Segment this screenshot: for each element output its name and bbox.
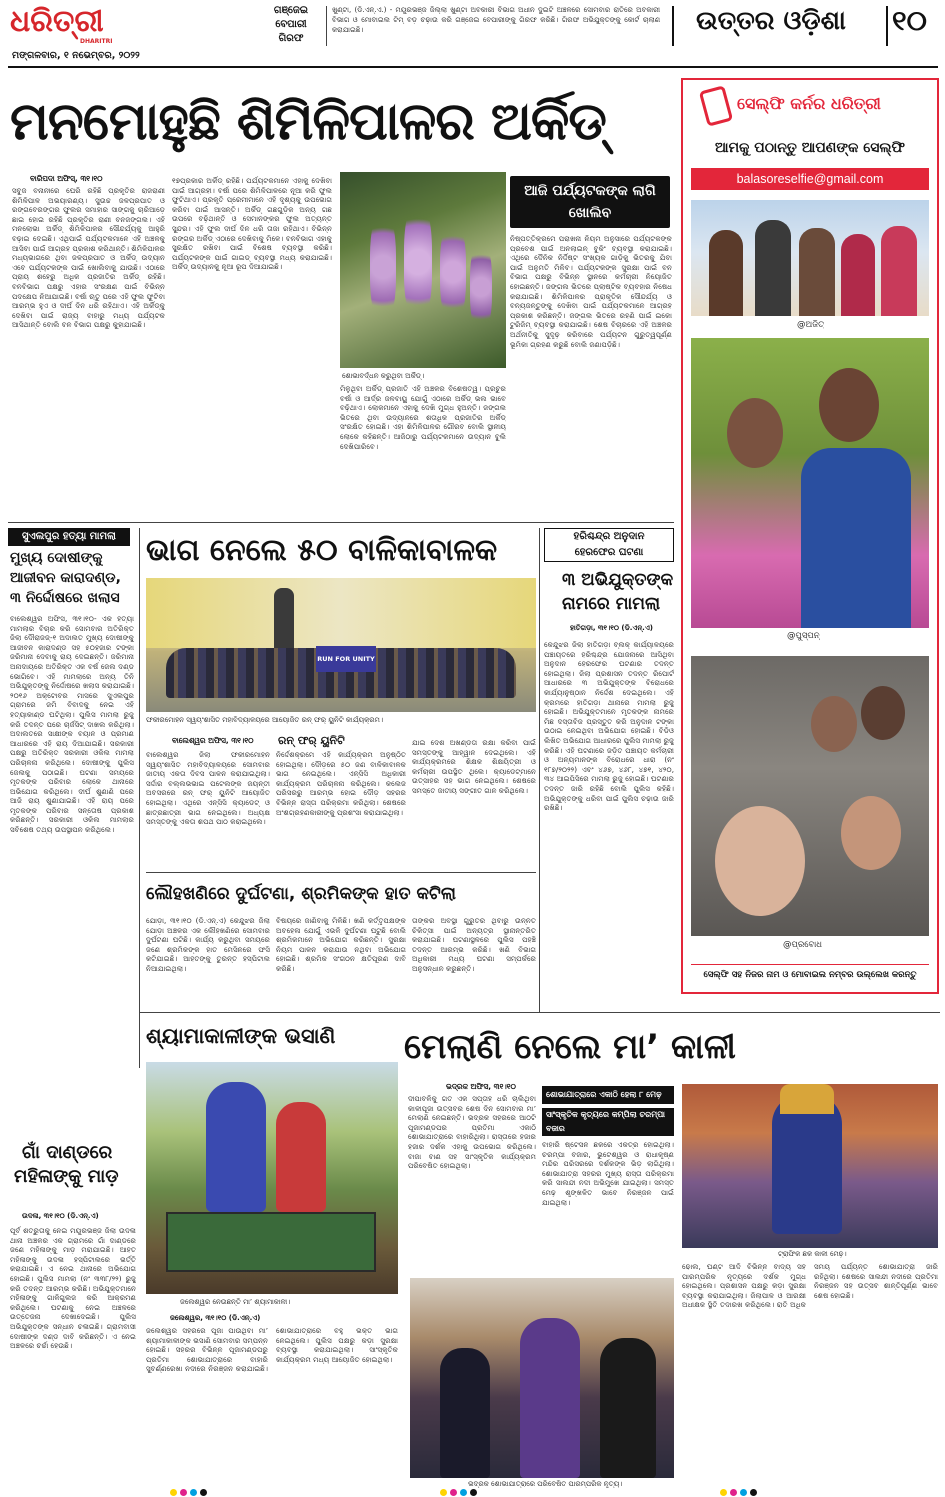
teaser-headline-line3: ଗିରଫ <box>278 33 304 44</box>
building <box>146 578 536 648</box>
orchid-photo <box>340 172 506 368</box>
mine-column-3: ତାଙ୍କର ଅବସ୍ଥା ଗୁରୁତର ଥିବାରୁ ଉନ୍ନତ ଚିକିତ୍ସା ପାଇଁ ଅନ୍ୟତ୍ର ସ୍ଥାନାନ୍ତରିତ କରାଯାଇଛି। ଘଟଣାସ୍ଥଳରେ ପୁଲିସ ପହଞ୍ଚି ତଦନ୍ତ ଆରମ୍ଭ କରିଛି। ଖଣି ବିଭାଗ ଅଧିକାରୀ ମଧ୍ୟ ଘଟଣା ସମ୍ପର୍କରେ ଅନୁସନ୍ଧାନ କରୁଛନ୍ତି। <box>412 916 536 973</box>
cmyk-dot <box>190 1489 197 1496</box>
section-name: ଉତ୍ତର ଓଡ଼ିଶା <box>696 6 846 36</box>
run-dateline: ବାଲେଶ୍ୱର ଅଫିସ, ୩୧।୧୦ <box>172 736 254 745</box>
lead-bottom-rule <box>8 522 674 523</box>
cmyk-dot <box>440 1489 447 1496</box>
kali-photo-2-caption: ଭଦ୍ରକ ଶୋଭାଯାତ୍ରାରେ ପରିବେଷିତ ପାରମ୍ପରିକ ନୃତ୍ୟ। <box>468 1480 623 1488</box>
grant-tag-line2: ହେରଫେର ଘଟଣା <box>574 547 644 558</box>
run-column-3: ଯାଇ ଦେଶ ଅଖଣ୍ଡତା ରକ୍ଷା କରିବା ପାଇଁ ସମସ୍ତଙ୍କୁ ଆହ୍ୱାନ ଦେଇଥିଲେ। ଏହି କାର୍ଯ୍ୟକ୍ରମରେ ଶିକ୍ଷକ ଶିକ୍ଷୟିତ୍ରୀ ଓ କର୍ମଚାରୀ ଉପସ୍ଥିତ ଥିଲେ। କ୍ୟାଡେଟ୍‌ମାନେ ଉତ୍ସାହର ସହ ଭାଗ ନେଇଥିଲେ। ଶେଷରେ ସମସ୍ତେ ଜାତୀୟ ସଙ୍ଗୀତ ଗାନ କରିଥିଲେ। <box>412 738 536 795</box>
selfie-name-2: @ପୁସ୍ପନ୍‌ <box>787 631 820 641</box>
selfie-corner <box>681 78 939 994</box>
masthead <box>0 0 945 70</box>
kali-column-1: ଦୀପାବଳିକୁ ଗତ ଏକ ସପ୍ତାହ ଧରି ଚାଲିଥିବା କାଳୀପୂଜା ଉତ୍ସବର ଶେଷ ଦିନ ସୋମବାର ମା’ ମେଲାଣି ନେଇଛନ୍ତି। ଭଦ୍ରକ ସହରରେ ଆଠଟି ପୂଜାମଣ୍ଡପର ପ୍ରତିମା ଏକାଠି ଶୋଭାଯାତ୍ରାରେ ବାହାରିଥିଲା। ରାସ୍ତାରେ ହଜାର ହଜାର ଦର୍ଶକ ଏହାକୁ ଉପଭୋଗ କରିଥିଲେ। ବାଜା ବାଣ ସହ ସାଂସ୍କୃତିକ କାର୍ଯ୍ୟକ୍ରମ ପରିବେଷିତ ହୋଇଥିଲା। <box>408 1094 536 1171</box>
orchid-bloom <box>404 202 432 322</box>
cmyk-dot <box>470 1489 477 1496</box>
left-column-rule <box>139 528 140 1068</box>
run-headline: ଭାଗ ନେଲେ ୫୦ ବାଳିକାବାଳକ <box>146 533 498 568</box>
person <box>799 228 835 316</box>
mine-headline: ଲୌହଖଣିରେ ଦୁର୍ଘଟଣା, ଶ୍ରମିକଙ୍କ ହାତ କଟିଲା <box>146 884 456 904</box>
cmyk-dot <box>200 1489 207 1496</box>
person-shirt <box>801 448 911 628</box>
run-photo <box>146 578 536 712</box>
grant-tag-box <box>544 528 674 562</box>
person-face <box>811 696 857 752</box>
kali-tag-2: ସାଂସ୍କୃତିକ କୃତ୍ୟରେ କମ୍ପିଲା ଚରମ୍ପା ବଜାର <box>542 1108 674 1136</box>
lead-kicker-text: ଆଜି ପର୍ଯ୍ୟଟକଙ୍କ ଲାଗି ଖୋଲିବ <box>524 183 656 221</box>
cmyk-dot <box>720 1489 727 1496</box>
lead-column-1: ସବୁଜ ବନାନୀରେ ଘେରି ରହିଛି ପ୍ରକୃତିର ରାଜରାଣୀ ଶିମିଳିପାଳ ଅଭୟାରଣ୍ୟ। ସୁଉଚ୍ଚ ଜଳପ୍ରପାତ ଓ ରଙ୍ଗବେରଙ୍ଗର ଫୁଲର ସମାହାର ସାଙ୍ଗକୁ ଚାରିଆଡ଼େ ଛାଇ ହୋଇ ରହିଛି ପ୍ରକୃତିର ରାଣୀ ବନଜଙ୍ଗଲ। ଏହି ମନଲୋଭା ଅର୍କିଡ୍‌ ଶିମିଳିପାଳର ସୌନ୍ଦର୍ଯ୍ୟକୁ ଆହୁରି ବଢ଼ାଇ ଦେଇଛି। ଏଥିପାଇଁ ପର୍ଯ୍ୟଟକମାନେ ଏହି ଅଞ୍ଚଳକୁ ଆସିବା ପାଇଁ ଆଗ୍ରହ ପ୍ରକାଶ କରିଥାନ୍ତି। ଶିମିଳିପାଳର ମଧ୍ୟଭାଗରେ ଥିବା ଜଳପ୍ରପାତ ଓ ଅର୍କିଡ୍‌ ଉଦ୍ୟାନ ଏବେ ପର୍ଯ୍ୟଟକଙ୍କ ପାଇଁ ଖୋଲିବାକୁ ଯାଉଛି। ଏଠାରେ ପ୍ରାୟ ଶହେରୁ ଅଧିକ ପ୍ରଜାତିର ଅର୍କିଡ୍‌ ରହିଛି। ବନବିଭାଗ ପକ୍ଷରୁ ଏହାର ସଂରକ୍ଷଣ ପାଇଁ ବିଭିନ୍ନ ପଦକ୍ଷେପ ନିଆଯାଇଛି। ବର୍ଷା ଋତୁ ପରେ ଏହି ଫୁଲ ଫୁଟିବା ଆରମ୍ଭ ହୁଏ ଓ ଦୀର୍ଘ ଦିନ ଧରି ରହିଥାଏ। ଏହି ଅର୍କିଡ୍‌କୁ ଦେଖିବା ପାଇଁ ରାଜ୍ୟ ବାହାରୁ ମଧ୍ୟ ପର୍ଯ୍ୟଟକ ଆସିଥାନ୍ତି ବୋଲି ବନ ବିଭାଗ ପକ୍ଷରୁ କୁହାଯାଇଛି। <box>12 186 165 330</box>
selfie-photo-2 <box>691 338 929 628</box>
person-face <box>861 686 905 740</box>
selfie-footer: ସେଲ୍ଫି ସହ ନିଜର ନାମ ଓ ମୋବାଇଲ ନମ୍ବର ଉଲ୍ଲେଖ କରନ୍ତୁ <box>691 964 929 984</box>
teaser-divider <box>326 6 327 46</box>
run-photo-caption: ଫକୀରମୋହନ ସ୍ୱୟଂଶାସିତ ମହାବିଦ୍ୟାଳୟରେ ଆୟୋଜିତ ରନ୍ ଫର୍ ୟୁନିଟି କାର୍ଯ୍ୟକ୍ରମ। <box>146 716 383 724</box>
kali-tag-1: ଶୋଭାଯାତ୍ରାରେ ଏକାଠି ହେଲା ୮ ମେଢ଼ <box>542 1086 674 1104</box>
shyama-headline: ଶ୍ୟାମାକାଳୀଙ୍କ ଭସାଣି <box>146 1024 336 1048</box>
assault-dateline: ଉଦଳା, ୩୧।୧୦ (ଡି.ଏନ୍‌.ଏ) <box>22 1212 99 1220</box>
logo-subtext: DHARITRI <box>80 38 113 45</box>
teaser-headline-line2: ବେପାରୀ <box>275 19 307 30</box>
mine-column-1: ଯୋଡ଼ା, ୩୧।୧୦ (ଡି.ଏନ୍‌.ଏ) କେନ୍ଦୁଝର ଜିଲା ଯୋଡ଼ା ଅଞ୍ଚଳର ଏକ ଲୌହଖଣିରେ ସୋମବାର ଦୁର୍ଘଟଣା ଘଟିଛି। କାର୍ଯ୍ୟ କରୁଥିବା ସମୟରେ ଜଣେ ଶ୍ରମିକଙ୍କ ହାତ ମେସିନରେ ଫସି କଟିଯାଇଛି। ଆହତଙ୍କୁ ତୁରନ୍ତ ହସ୍ପିଟାଲ ନିଆଯାଇଥିଲା। <box>146 916 270 973</box>
shyama-dateline: ଜଲେଶ୍ୱର, ୩୧।୧୦ (ଡି.ଏନ୍‌.ଏ) <box>170 1314 261 1322</box>
orchid-photo-caption: ଶୋଭାବର୍ଦ୍ଧନ କରୁଥିବା ଅର୍କିଡ୍‌। <box>342 372 425 380</box>
assault-body: ପୂର୍ବ ଶତ୍ରୁତାକୁ ନେଇ ମୟୂରଭଞ୍ଜ ଜିଲା ଉଦଳା ଥାନା ଅଞ୍ଚଳର ଏକ ଗ୍ରାମରେ ଗାଁ ଦାଣ୍ଡରେ ଜଣେ ମହିଳାଙ୍କୁ ମାଡ଼ ମରାଯାଇଛି। ଆହତ ମହିଳାଙ୍କୁ ଉଦଳା ହସ୍ପିଟାଲରେ ଭର୍ତ୍ତି କରାଯାଇଛି। ଏ ନେଇ ଥାନାରେ ଅଭିଯୋଗ ହୋଇଛି। ପୁଲିସ ମାମଲା (ନଂ ୩୩୮/୨୨) ରୁଜୁ କରି ତଦନ୍ତ ଆରମ୍ଭ କରିଛି। ଅଭିଯୁକ୍ତମାନେ ମହିଳାଙ୍କୁ ଗାଳିଗୁଲଜ କରି ଆକ୍ରମଣ କରିଥିଲେ। ଘଟଣାକୁ ନେଇ ଅଞ୍ଚଳରେ ଉତ୍ତେଜନା ଦେଖାଦେଇଛି। ପୁଲିସ ଅଭିଯୁକ୍ତଙ୍କ ସନ୍ଧାନ ଚଳାଇଛି। ଗ୍ରାମବାସୀ ଦୋଷୀଙ୍କ ଦଣ୍ଡ ଦାବି କରିଛନ୍ତି। ଏ ନେଇ ଅଞ୍ଚଳରେ ଚର୍ଚ୍ଚା ହେଉଛି। <box>10 1226 136 1351</box>
lead-kicker <box>510 176 670 228</box>
issue-date: ମଙ୍ଗଳବାର, ୧ ନଭେମ୍ବର, ୨୦୨୨ <box>12 50 140 61</box>
kali-headline: ମେଲାଣି ନେଲେ ମା’ କାଳୀ <box>404 1027 736 1067</box>
selfie-name-3: @ପ୍ରବୋଧ <box>783 940 823 950</box>
kali-photo-2 <box>410 1278 674 1478</box>
run-column-2: ନିର୍ଦ୍ଦେଶକ୍ରମେ ଏହି କାର୍ଯ୍ୟକ୍ରମ ଅନୁଷ୍ଠିତ ହୋଇଥିଲା। ଦୌଡ଼ରେ ୫୦ ଜଣ ବାଳିକାବାଳକ ଭାଗ ନେଇଥିଲେ। ଏନ୍‌ସିସି ଅଧିକାରୀ କାର୍ଯ୍ୟକ୍ରମ ପରିଚାଳନା କରିଥିଲେ। କଲେଜ ପରିସରରୁ ଆରମ୍ଭ ହୋଇ ଦୌଡ଼ ସହରର ବିଭିନ୍ନ ରାସ୍ତା ପରିକ୍ରମା କରିଥିଲା। ଶେଷରେ ଅଂଶଗ୍ରହଣକାରୀଙ୍କୁ ପ୍ରଶଂସା କରାଯାଇଥିଲା। <box>276 750 406 817</box>
logo <box>10 4 170 44</box>
teaser-headline-box <box>262 4 320 48</box>
selfie-name-1: @ଅଜିତ୍‌ <box>797 320 825 330</box>
kali-column-3: ଢୋଲ, ଘଣ୍ଟ ଆଦି ବିଭିନ୍ନ ବାଦ୍ୟ ସହ ପାରମ୍ପରିକ ନୃତ୍ୟରେ ଦର୍ଶକ ମୁଗ୍ଧ ହୋଇଥିଲେ। ପ୍ରଶାସନ ପକ୍ଷରୁ କଡ଼ା ସୁରକ୍ଷା ବ୍ୟବସ୍ଥା କରାଯାଇଥିଲା। ଜିଲାପାଳ ଓ ଆରକ୍ଷୀ ଅଧୀକ୍ଷକ ସ୍ଥିତି ତଦାରଖ କରିଥିଲେ। ରାତି ଅଧିକ ସମୟ ପର୍ଯ୍ୟନ୍ତ ଶୋଭାଯାତ୍ରା ଜାରି ରହିଥିଲା। ଶେଷରେ ସାଲନ୍ଦୀ ନଦୀରେ ପ୍ରତିମା ନିରଞ୍ଜନ ସହ ଉତ୍ସବ ଶାନ୍ତିପୂର୍ଣ୍ଣ ଭାବେ ଶେଷ ହୋଇଛି। <box>682 1262 938 1310</box>
idol <box>206 1082 266 1212</box>
murder-tag: ସୁଏଲପୁର ହତ୍ୟା ମାମଲା <box>8 528 130 546</box>
cmyk-dot <box>730 1489 737 1496</box>
kali-photo-1 <box>682 1084 938 1248</box>
person-face <box>715 806 805 916</box>
person-face <box>727 398 783 468</box>
run-column-1: ବାଲେଶ୍ୱର ଜିଲା ଫକୀରମୋହନ ସ୍ୱୟଂଶାସିତ ମହାବିଦ୍ୟାଳୟରେ ସୋମବାର ଜାତୀୟ ଏକତା ଦିବସ ପାଳନ କରାଯାଇଥିଲା। ସର୍ଦ୍ଦାର ବଲ୍ଲଭଭାଇ ପଟେଲଙ୍କ ଜୟନ୍ତୀ ଅବସରରେ ରନ୍ ଫର୍ ୟୁନିଟି ଆୟୋଜିତ ହୋଇଥିଲା। ଏଥିରେ ଏନ୍‌ସିସି କ୍ୟାଡେଟ୍‌ ଓ ଛାତ୍ରଛାତ୍ରୀ ଭାଗ ନେଇଥିଲେ। ଅଧ୍ୟକ୍ଷ ସମସ୍ତଙ୍କୁ ଏକତା ଶପଥ ପାଠ କରାଇଥିଲେ। <box>146 750 270 827</box>
person <box>709 230 743 316</box>
person-face <box>819 368 879 442</box>
murder-headline-line2: ଆଜୀବନ କାରାଦଣ୍ଡ, <box>10 570 121 586</box>
dancer <box>440 1348 490 1478</box>
cmyk-dot <box>750 1489 757 1496</box>
lower-section-rule <box>140 1012 940 1013</box>
mine-column-2: ବିଷୟରେ ଜାଣିବାକୁ ମିଳିଛି। ଖଣି କର୍ତ୍ତୃପକ୍ଷଙ୍କ ଅବହେଳା ଯୋଗୁଁ ଏଭଳି ଦୁର୍ଘଟଣା ଘଟୁଛି ବୋଲି ଶ୍ରମିକମାନେ ଅଭିଯୋଗ କରିଛନ୍ତି। ସୁରକ୍ଷା ନିୟମ ପାଳନ କରାଯାଉ ନଥିବା ଅଭିଯୋଗ ହୋଇଛି। ଶ୍ରମିକ ସଂଗଠନ କ୍ଷତିପୂରଣ ଦାବି କରିଛି। <box>276 916 406 973</box>
kali-column-2: ବାହାରି ଷ୍ଟେସନ ଛକରେ ଏକତ୍ର ହୋଇଥିଲା। ଚରମ୍ପା ବଜାର, ଭୁଟେଶ୍ୱର ଓ ରାଧାକୃଷ୍ଣ ମନ୍ଦିର ପରିସରରେ ଦର୍ଶକଙ୍କ ଭିଡ଼ ଲାଗିଥିଲା। ଶୋଭାଯାତ୍ରା ସହରର ମୁଖ୍ୟ ରାସ୍ତା ପରିକ୍ରମା କରି ସାଲନ୍ଦୀ ନଦୀ ଅଭିମୁଖେ ଯାଇଥିଲା। ସମସ୍ତ ମେଢ଼ ଶୃଙ୍ଖଳିତ ଭାବେ ନିରଞ୍ଜନ ପାଇଁ ଯାଇଥିଲା। <box>542 1140 674 1207</box>
grant-dateline: ହାତିଗଡ଼ା, ୩୧।୧୦ (ଡି.ଏନ୍‌.ଏ) <box>570 624 653 632</box>
selfie-brand: ସେଲ୍ଫି କର୍ନର ଧରିତ୍ରୀ <box>737 94 881 113</box>
kali-idol <box>772 1094 842 1234</box>
shyama-photo <box>146 1062 398 1294</box>
dancer <box>600 1338 656 1478</box>
cmyk-dot <box>460 1489 467 1496</box>
orchid-bloom <box>370 212 396 322</box>
mine-top-rule <box>146 872 536 873</box>
cmyk-dot <box>740 1489 747 1496</box>
person <box>881 226 917 316</box>
person <box>755 220 791 316</box>
murder-headline-line1: ମୁଖ୍ୟ ଦୋଷୀଙ୍କୁ <box>10 550 103 566</box>
lead-column-2: ୧୭ପ୍ରକାର ଅର୍କିଡ୍‌ ରହିଛି। ପର୍ଯ୍ୟଟକମାନେ ଏହାକୁ ଦେଖିବା ପାଇଁ ଆଗ୍ରହୀ। ବର୍ଷା ପରେ ଶିମିଳିପାଳରେ ନୂଆ କରି ଫୁଲ ଫୁଟିଥାଏ। ପ୍ରକୃତି ପ୍ରେମୀମାନେ ଏହି ଦୃଶ୍ୟକୁ ଉପଭୋଗ କରିବା ପାଇଁ ଆସନ୍ତି। ଅର୍କିଡ୍‌ ଗଛଗୁଡ଼ିକ ଅନ୍ୟ ଗଛ ଉପରେ ବଢ଼ିଥାନ୍ତି ଓ ସେମାନଙ୍କର ଫୁଲ ଅତ୍ୟନ୍ତ ସୁନ୍ଦର। ଏହି ଫୁଲ ଦୀର୍ଘ ଦିନ ଧରି ତାଜା ରହିଥାଏ। ବିଭିନ୍ନ ରଙ୍ଗର ଅର୍କିଡ୍‌ ଏଠାରେ ଦେଖିବାକୁ ମିଳେ। ବନବିଭାଗ ଏହାକୁ ସୁରକ୍ଷିତ ରଖିବା ପାଇଁ ବିଶେଷ ବ୍ୟବସ୍ଥା କରିଛି। ପର୍ଯ୍ୟଟକଙ୍କ ପାଇଁ ଗାଇଡ୍‌ ବ୍ୟବସ୍ଥା ମଧ୍ୟ କରାଯାଇଛି। ଅର୍କିଡ୍‌ ଉଦ୍ୟାନକୁ ନୂଆ ରୂପ ଦିଆଯାଇଛି। <box>172 176 332 272</box>
lead-column-3: ମିଳୁଥିବା ଅର୍କିଡ୍‌ ପ୍ରଜାତି ଏହି ଅଞ୍ଚଳର ବିଶେଷତ୍ୱ। ପ୍ରଚୁର ବର୍ଷା ଓ ଆର୍ଦ୍ର ଜଳବାୟୁ ଯୋଗୁଁ ଏଠାରେ ଅର୍କିଡ୍‌ ଭଲ ଭାବେ ବଢ଼ିଥାଏ। ଲୋକମାନେ ଏହାକୁ ଦେଖି ମୁଗ୍ଧ ହୁଅନ୍ତି। ଜଙ୍ଗଲ ଭିତରେ ଥିବା ଉଦ୍ୟାନରେ ଶତାଧିକ ପ୍ରଜାତିର ଅର୍କିଡ୍‌ ସଂରକ୍ଷିତ ହୋଇଛି। ଏହା ଶିମିଳିପାଳର ଗୌରବ ବୋଲି ସ୍ଥାନୀୟ ଲୋକେ କହିଛନ୍ତି। ଆଜିଠାରୁ ପର୍ଯ୍ୟଟକମାନେ ଉଦ୍ୟାନ ବୁଲି ଦେଖିପାରିବେ। <box>340 384 506 451</box>
selfie-photo-1 <box>691 200 929 316</box>
kali-photo-caption: ଟ୍ରାଫିକ ଛକ କାଳୀ ମେଢ଼। <box>778 1250 847 1258</box>
cmyk-dot <box>450 1489 457 1496</box>
grant-column-rule <box>539 528 540 1012</box>
grant-headline-line1: ୩ ଅଭିଯୁକ୍ତଙ୍କ <box>562 570 674 590</box>
lead-dateline: ବାରିପଦା ଅଫିସ୍‌, ୩୧।୧୦ <box>30 174 103 183</box>
run-banner: RUN FOR UNITY <box>316 646 376 672</box>
selfie-tagline: ଆମକୁ ପଠାନ୍ତୁ ଆପଣଙ୍କ ସେଲ୍ଫି <box>715 140 905 156</box>
page-number-divider <box>886 6 888 46</box>
lead-column-4: ନିଷ୍ପତ୍ତିକ୍ରମେ ପରାଖନା ନିୟମ ଅନୁସାରେ ପର୍ଯ୍ୟଟକଙ୍କ ପ୍ରବେଶ ପାଇଁ ଅନଲାଇନ୍‌ ବୁକିଂ ବ୍ୟବସ୍ଥା କରାଯାଇଛି। ଏଥିରେ ଦୈନିକ ନିର୍ଦ୍ଦିଷ୍ଟ ସଂଖ୍ୟକ ଗାଡ଼ିକୁ ଭିତରକୁ ଯିବା ପାଇଁ ଅନୁମତି ମିଳିବ। ପର୍ଯ୍ୟଟକଙ୍କ ସୁରକ୍ଷା ପାଇଁ ବନ ବିଭାଗ ପକ୍ଷରୁ ବିଭିନ୍ନ ସ୍ଥାନରେ କର୍ମଚାରୀ ନିୟୋଜିତ ହୋଇଛନ୍ତି। ଜଙ୍ଗଲ ଭିତରେ ପ୍ଲାଷ୍ଟିକ ବ୍ୟବହାର ନିଷେଧ କରାଯାଇଛି। ଶିମିଳିପାଳର ପ୍ରାକୃତିକ ସୌନ୍ଦର୍ଯ୍ୟ ଓ ବନ୍ୟଜନ୍ତୁଙ୍କୁ ଦେଖିବା ପାଇଁ ପର୍ଯ୍ୟଟକମାନେ ଆଗ୍ରହ ପ୍ରକାଶ କରିଛନ୍ତି। ଜଙ୍ଗଲ ଭିତରେ ରହଣି ପାଇଁ ଇକୋ ଟୁରିଜିମ୍‌ ବ୍ୟବସ୍ଥା କରାଯାଇଛି। ଶେଷ ବିଚାରରେ ଏହି ଅଞ୍ଚଳର ଅର୍ଥନୀତିକୁ ସୁଦୃଢ଼ କରିବାରେ ପର୍ଯ୍ୟଟନ ଗୁରୁତ୍ୱପୂର୍ଣ୍ଣ ଭୂମିକା ଗ୍ରହଣ କରୁଛି ବୋଲି ଜଣାପଡ଼ିଛି। <box>510 234 672 349</box>
grant-tag-line1: ହରିଶ୍ଚନ୍ଦ୍ର ଅନୁଦାନ <box>573 531 645 542</box>
run-kicker: ରନ୍ ଫର୍ ୟୁନିଟି <box>278 734 345 747</box>
cmyk-dot <box>170 1489 177 1496</box>
person <box>841 234 875 316</box>
orchid-bloom <box>470 242 492 332</box>
teaser-body: ଖୁଣ୍ଟା, (ଡି.ଏନ୍.ଏ.) - ମୟୂରଭଞ୍ଜ ଜିଲ୍ଲା ଖୁଣ୍ଟା ଅବକାରୀ ବିଭାଗ ଅଧୀନ ଦୁଇଟି ଅଞ୍ଚଳରେ ସୋମବାର ରାତିରେ ଅବକାରୀ ବିଭାଗ ଓ ମୋବାଇଲ ଟିମ୍ ବଡ଼ ଚଢ଼ାଉ କରି ଗଞ୍ଜେଇ ବେପାରୀଙ୍କୁ ଗିରଫ କରିଛି। ଗିରଫ ଅଭିଯୁକ୍ତଙ୍କୁ କୋର୍ଟ ଚାଲାଣ କରାଯାଇଛି। <box>332 6 660 34</box>
assault-headline-line2: ମହିଳାଙ୍କୁ ମାଡ଼ <box>14 1166 119 1187</box>
grant-body: କେନ୍ଦୁଝର ଜିଲା ହାତିଗଡ଼ା ବ୍ଲକ୍‌ କାର୍ଯ୍ୟାଳୟରେ ପଞ୍ଚାୟତରେ ହରିଶ୍ଚନ୍ଦ୍ର ଯୋଜନାରେ ଆସିଥିବା ଅନୁଦାନ ହେରଫେର ଘଟଣାର ତଦନ୍ତ ହୋଇଥିଲା। ଜିଲା ପ୍ରଶାସନ ତଦନ୍ତ ରିପୋର୍ଟ ଆଧାରରେ ୩ ଅଭିଯୁକ୍ତଙ୍କ ବିରୋଧରେ କାର୍ଯ୍ୟାନୁଷ୍ଠାନ ନିର୍ଦ୍ଦେଶ ଦେଇଥିଲେ। ଏହି କ୍ରମରେ ହାତିଗଡ଼ା ଥାନାରେ ମାମଲା ରୁଜୁ ହୋଇଛି। ଅଭିଯୁକ୍ତମାନେ ମୃତକଙ୍କ ନାମରେ ମିଛ ଦସ୍ତାବିଜ ପ୍ରସ୍ତୁତ କରି ଅନୁଦାନ ଟଙ୍କା ଉଠାଇ ନେଇଥିବା ଅଭିଯୋଗ ହୋଇଛି। ବିଡିଓ ଲିଖିତ ଅଭିଯୋଗ ଆଧାରରେ ପୁଲିସ ମାମଲା ରୁଜୁ କରିଛି। ଏହି ଘଟଣାରେ ଜଡ଼ିତ ପଞ୍ଚାୟତ କର୍ମଚାରୀ ଓ ଅନ୍ୟମାନଙ୍କ ବିରୋଧରେ ଧାରା (ନଂ ୧୮୭/୨୦୨୨) ଏବଂ ୪୬୭, ୪୬୮, ୪୭୧, ୪୨୦, ୩୪ ଆଇପିସିରେ ମାମଲା ରୁଜୁ ହୋଇଛି। ଘଟଣାର ତଦନ୍ତ ଜାରି ରହିଛି ବୋଲି ପୁଲିସ କହିଛି। ଅଭିଯୁକ୍ତଙ୍କୁ ଧରିବା ପାଇଁ ପୁଲିସ ଚଢ଼ାଉ ଜାରି ରଖିଛି। <box>544 640 674 813</box>
teaser-headline-line1: ଗଞ୍ଜେଇ <box>273 5 309 16</box>
orchid-bloom <box>440 222 466 322</box>
dancer <box>520 1318 580 1478</box>
cmyk-dot <box>180 1489 187 1496</box>
masthead-rule <box>8 66 938 68</box>
kali-dateline: ଭଦ୍ରକ ଅଫିସ, ୩୧।୧୦ <box>446 1082 516 1091</box>
person-face <box>841 796 901 870</box>
logo-text: ଧରିତ୍ରୀ <box>10 4 104 39</box>
kali-crown <box>780 1084 834 1114</box>
page-number: ୧୦ <box>892 4 927 37</box>
lead-headline: ମନମୋହୁଛି ଶିମିଳିପାଳର ଅର୍କିଡ୍ <box>10 92 606 152</box>
shyama-body: ଜଲେଶ୍ୱର ସହରରେ ପୂଜା ପାଉଥିବା ମା’ ଶ୍ୟାମାକାଳୀଙ୍କ ଭସାଣି ସୋମବାର ସମ୍ପନ୍ନ ହୋଇଛି। ସହରର ବିଭିନ୍ନ ପୂଜାମଣ୍ଡପରୁ ପ୍ରତିମା ଶୋଭାଯାତ୍ରାରେ ବାହାରି ସୁବର୍ଣ୍ଣରେଖା ନଦୀରେ ନିରଞ୍ଜନ କରାଯାଇଛି। ଶୋଭାଯାତ୍ରାରେ ବହୁ ଭକ୍ତ ଭାଗ ନେଇଥିଲେ। ପୁଲିସ ପକ୍ଷରୁ କଡ଼ା ସୁରକ୍ଷା ବ୍ୟବସ୍ଥା କରାଯାଇଥିଲା। ସାଂସ୍କୃତିକ କାର୍ଯ୍ୟକ୍ରମ ମଧ୍ୟ ଆୟୋଜିତ ହୋଇଥିଲା। <box>146 1326 398 1374</box>
shyama-photo-caption: ଜଲେଶ୍ୱର ନେଉଛନ୍ତି ମା’ ଶ୍ୟାମାକାଳୀ। <box>180 1298 291 1306</box>
selfie-email: balasoreselfie@gmail.com <box>691 168 929 190</box>
section-divider <box>672 6 674 46</box>
grant-headline-line2: ନାମରେ ମାମଲା <box>562 594 661 614</box>
selfie-brand-banner <box>695 86 927 126</box>
truck <box>166 1212 376 1272</box>
idol <box>276 1102 326 1212</box>
murder-body: ବାଲେଶ୍ୱର ଅଫିସ, ୩୧।୧୦- ଏକ ହତ୍ୟା ମାମଲାର ବିଚାର କରି ସୋମବାର ଅତିରିକ୍ତ ଜିଲା ଦୌରାଜଜ୍‌-୧ ଅଦାଲତ ମୁଖ୍ୟ ଦୋଷୀଙ୍କୁ ଆଜୀବନ କାରାଦଣ୍ଡ ସହ ୫୦ହଜାର ଟଙ୍କା ଜରିମାନା ଦେବାକୁ ରାୟ ଦେଇଛନ୍ତି। ଜରିମାନା ଅନାଦାୟରେ ଅତିରିକ୍ତ ଏକ ବର୍ଷ ଜେଲ ଦଣ୍ଡ ଭୋଗିବେ। ଏହି ମାମଲାରେ ଅନ୍ୟ ତିନି ଅଭିଯୁକ୍ତଙ୍କୁ ନିର୍ଦ୍ଦୋଷରେ ଖଲାସ କରାଯାଇଛି। ୨୦୧୬ ଅକ୍ଟୋବର ମାସରେ ସୁଏଲପୁର ଗ୍ରାମରେ ଜମି ବିବାଦକୁ ନେଇ ଏହି ହତ୍ୟାକାଣ୍ଡ ଘଟିଥିଲା। ପୁଲିସ ମାମଲା ରୁଜୁ କରି ତଦନ୍ତ ପରେ ଚାର୍ଜସିଟ୍‌ ଦାଖଲ କରିଥିଲା। ଅଦାଲତରେ ସାକ୍ଷୀଙ୍କ ବୟାନ ଓ ପ୍ରମାଣ ଆଧାରରେ ଏହି ରାୟ ଦିଆଯାଇଛି। ସରକାରୀ ପକ୍ଷରୁ ଅତିରିକ୍ତ ସରକାରୀ ଓକିଲ ମାମଲା ପରିଚାଳନା କରିଥିଲେ। ଦୋଷୀଙ୍କୁ ପୁଲିସ ଜେଲକୁ ପଠାଇଛି। ଘଟଣା ସମୟରେ ମୃତକଙ୍କ ପରିବାର ଲୋକେ ଥାନାରେ ଅଭିଯୋଗ କରିଥିଲେ। ଦୀର୍ଘ ଶୁଣାଣି ପରେ ଆଜି ରାୟ ଶୁଣାଯାଇଛି। ଏହି ରାୟ ପରେ ମୃତକଙ୍କ ପରିବାର ସନ୍ତୋଷ ପ୍ରକାଶ କରିଛନ୍ତି। ସରକାରୀ ଓକିଲ ମାମଲାର ସବିଶେଷ ତଥ୍ୟ ଉପସ୍ଥାପନ କରିଥିଲେ। <box>10 614 134 835</box>
assault-headline-line1: ଗାଁ ଦାଣ୍ଡରେ <box>22 1142 113 1163</box>
selfie-photo-3 <box>691 656 929 936</box>
murder-headline-line3: ୩ ନିର୍ଦ୍ଦୋଷରେ ଖଲାସ <box>10 590 120 606</box>
phone-icon <box>699 85 733 127</box>
print-registration-marks <box>0 1488 945 1497</box>
